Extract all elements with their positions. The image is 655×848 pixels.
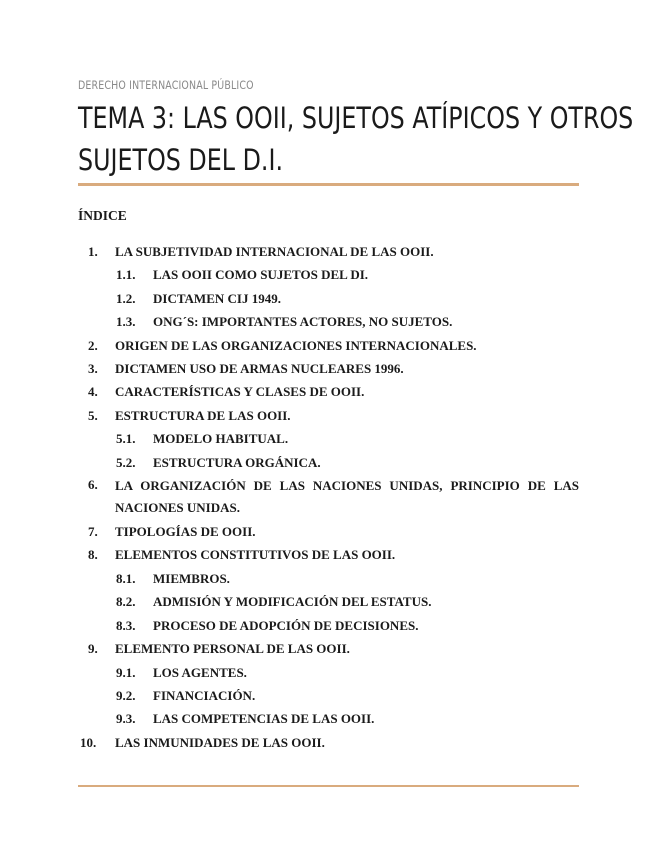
toc-item-1: [78, 240, 579, 263]
toc-item-number: 2.: [88, 337, 98, 353]
toc-item-5-1: [78, 427, 579, 450]
toc-item-label: MIEMBROS.: [153, 570, 230, 586]
toc-item-label: DICTAMEN USO DE ARMAS NUCLEARES 1996.: [115, 361, 404, 377]
toc-item-8: [78, 543, 579, 566]
toc-item-number: 8.1.: [116, 570, 136, 586]
toc-item-1-2: [78, 287, 579, 310]
toc-item-label: ESTRUCTURA DE LAS OOII.: [115, 407, 291, 423]
toc-item-label: ESTRUCTURA ORGÁNICA.: [153, 454, 321, 470]
toc-item-number: 5.2.: [116, 454, 136, 470]
toc-item-9-2: [78, 684, 579, 707]
toc-item-number: 3.: [88, 361, 98, 377]
toc-item-label: LA ORGANIZACIÓN DE LAS NACIONES UNIDAS, PRINCIPIO DE LAS NACIONES UNIDAS.: [115, 478, 579, 516]
toc-item-9: [78, 637, 579, 660]
toc-item-number: 1.1.: [116, 267, 136, 283]
title-line-1: TEMA 3: LAS OOII, SUJETOS ATÍPICOS Y OTROS: [78, 101, 634, 135]
toc-item-number: 6.: [88, 477, 98, 493]
toc-item-number: 8.3.: [116, 617, 136, 633]
toc-item-label: DICTAMEN CIJ 1949.: [153, 290, 281, 306]
toc-item-number: 10.: [80, 734, 97, 750]
toc-item-5: [78, 404, 579, 427]
course-kicker: DERECHO INTERNACIONAL PÚBLICO: [78, 78, 254, 92]
footer-divider: [78, 785, 579, 787]
toc-item-10: [78, 731, 579, 754]
toc-item-label: ORIGEN DE LAS ORGANIZACIONES INTERNACIONALES.: [115, 337, 477, 353]
toc-item-label: MODELO HABITUAL.: [153, 431, 289, 447]
page-title: [78, 97, 634, 181]
toc-item-number: 1.: [88, 244, 98, 259]
toc-item-number: 4.: [88, 384, 98, 400]
toc-item-label: PROCESO DE ADOPCIÓN DE DECISIONES.: [153, 617, 419, 633]
toc-item-7: [78, 520, 579, 543]
toc-item-number: 5.: [88, 407, 98, 423]
toc-item-8-3: [78, 614, 579, 637]
toc-item-label: LOS AGENTES.: [153, 664, 247, 680]
toc-item-number: 8.2.: [116, 594, 136, 610]
toc-item-label: ELEMENTO PERSONAL DE LAS OOII.: [115, 641, 350, 657]
index-heading: ÍNDICE: [78, 208, 127, 223]
toc-item-number: 1.2.: [116, 290, 136, 306]
toc-item-number: 9.1.: [116, 664, 136, 680]
toc-item-5-2: [78, 451, 579, 474]
toc-item-2: [78, 334, 579, 357]
toc-item-4: [78, 380, 579, 403]
toc-item-label: CARACTERÍSTICAS Y CLASES DE OOII.: [115, 384, 365, 400]
title-line-2: SUJETOS DEL D.I.: [78, 143, 284, 177]
toc-item-label: LAS OOII COMO SUJETOS DEL DI.: [153, 267, 369, 283]
toc-item-8-2: [78, 590, 579, 613]
toc-item-label: ONG´S: IMPORTANTES ACTORES, NO SUJETOS.: [153, 314, 453, 330]
toc-item-number: 1.3.: [116, 314, 136, 330]
toc-item-8-1: [78, 567, 579, 590]
toc-item-9-3: [78, 707, 579, 730]
toc-item-number: 9.2.: [116, 687, 136, 703]
toc-item-6: [78, 474, 579, 520]
toc-item-label: LAS COMPETENCIAS DE LAS OOII.: [153, 711, 375, 727]
toc-item-number: 8.: [88, 547, 98, 563]
toc-item-label: TIPOLOGÍAS DE OOII.: [115, 524, 256, 540]
toc-item-number: 9.: [88, 641, 98, 657]
toc-item-3: [78, 357, 579, 380]
toc-item-label: ADMISIÓN Y MODIFICACIÓN DEL ESTATUS.: [153, 594, 432, 610]
toc-item-number: 7.: [88, 524, 98, 540]
toc-item-1-3: [78, 310, 579, 333]
toc-item-number: 5.1.: [116, 431, 136, 447]
toc-item-1-1: [78, 263, 579, 286]
title-divider: [78, 183, 579, 186]
toc-item-label: FINANCIACIÓN.: [153, 687, 256, 703]
table-of-contents: [78, 240, 579, 754]
toc-item-label: ELEMENTOS CONSTITUTIVOS DE LAS OOII.: [115, 547, 396, 563]
toc-item-9-1: [78, 661, 579, 684]
toc-item-label: LAS INMUNIDADES DE LAS OOII.: [115, 734, 325, 750]
toc-item-number: 9.3.: [116, 711, 136, 727]
toc-item-label: LA SUBJETIVIDAD INTERNACIONAL DE LAS OOII.: [115, 244, 434, 259]
